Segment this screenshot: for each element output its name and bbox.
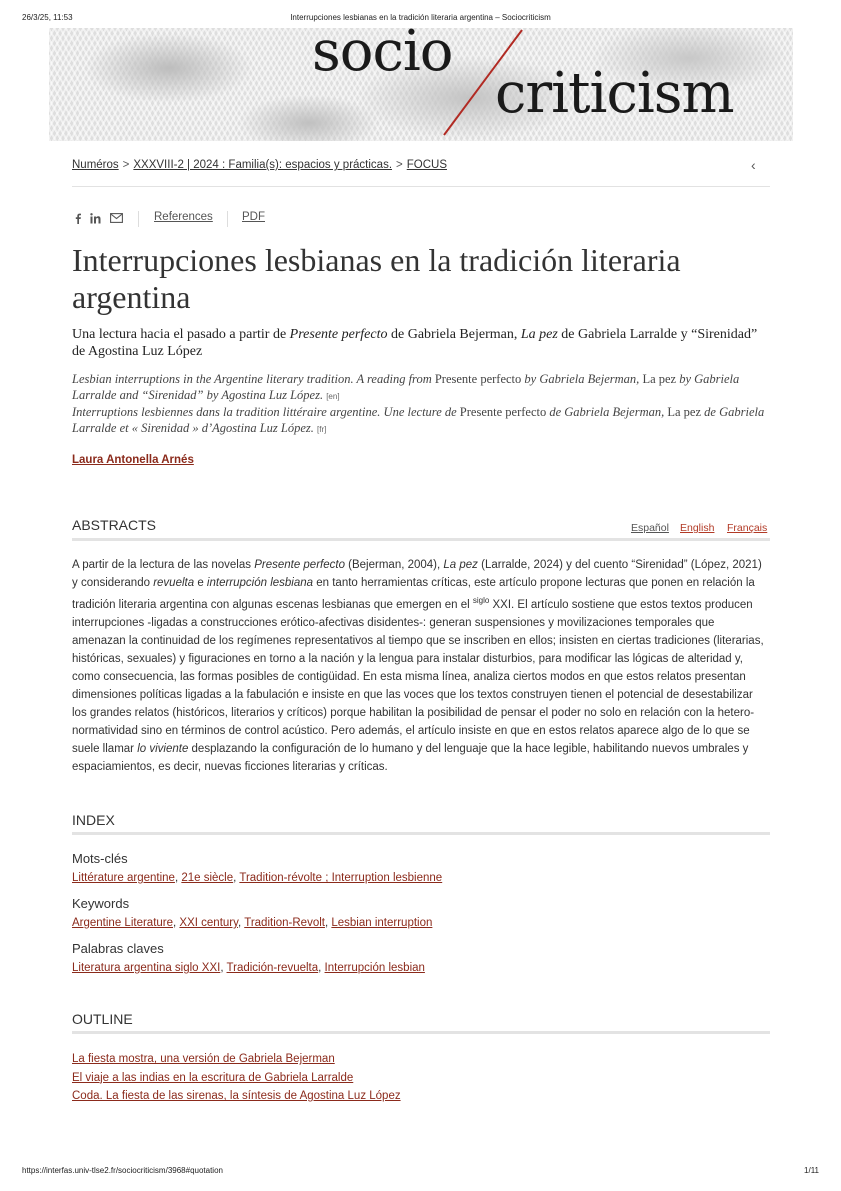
index-group-links-mots-cles [72,872,770,884]
subtitle-book-title: La pez [520,327,558,342]
tab-francais[interactable]: Français [727,522,768,534]
abstract-italic: revuelta [153,577,195,589]
subtitle-text: de Gabriela Larralde y “Sirenidad” de Agostina Luz López [72,327,758,359]
section-divider [72,1031,770,1034]
keyword-separator: , [318,962,322,974]
alt-title-book: La pez [667,405,702,419]
references-link[interactable]: References [154,211,213,223]
section-divider [72,538,770,541]
keyword-separator: , [324,917,329,929]
print-page-title: Interrupciones lesbianas en la tradición literaria argentina – Sociocriticism [290,13,551,22]
abstract-run: A partir de la lectura de las novelas [72,559,255,571]
article-subtitle [72,326,770,360]
index-group-links-palabras [72,962,770,974]
lang-tag: [fr] [317,424,327,434]
tab-english[interactable]: English [680,522,715,534]
toolbar-divider [227,211,228,227]
abstract-text [72,556,770,776]
keyword-link[interactable]: Littérature argentine [72,872,175,884]
breadcrumb-separator: > [396,159,403,171]
linkedin-icon[interactable] [90,213,102,227]
abstract-italic: interrupción lesbiana [206,577,314,589]
outline-item[interactable]: La fiesta mostra, una versión de Gabriela Bejerman [72,1053,335,1065]
print-header [0,13,841,27]
alt-title-text: Lesbian interruptions in the Argentine literary tradition. A reading from [72,372,435,386]
abstract-run: en tanto herramientas críticas, este artículo propone lecturas que ponen en relación la tradición literaria argentina con algunas escenas lesbianas que emergen en el [72,577,755,611]
site-banner[interactable] [49,28,793,141]
alt-title-fr [72,405,770,437]
abstracts-heading: ABSTRACTS [72,517,157,533]
author-link[interactable]: Laura Antonella Arnés [72,454,194,466]
keyword-separator: , [233,872,237,884]
keyword-link[interactable]: Lesbian interruption [331,917,433,929]
alt-title-book: Presente perfecto [434,372,522,386]
keyword-separator: , [220,962,224,974]
breadcrumb-item-focus[interactable]: FOCUS [406,159,447,171]
keyword-link[interactable]: Tradición-revuelta [226,962,319,974]
abstract-italic: La pez [443,559,478,571]
keyword-link[interactable]: XXI century [179,917,239,929]
breadcrumb-item-issue[interactable]: XXXVIII-2 | 2024 : Familia(s): espacios y prácticas. [133,159,393,171]
logo-socio: socio [312,28,453,84]
mail-icon[interactable] [110,213,123,226]
alt-title-text: by Gabriela Larralde and “Sirenidad” by Agostina Luz López. [72,372,740,402]
abstract-run: desplazando la configuración de lo humano y del lenguaje que la hace legible, habilitando nuevos umbrales y espaciamientos, es decir, nuevas ficciones literarias y críticas. [72,742,749,773]
abstract-italic: Presente perfecto [254,559,345,571]
alt-title-text: de Gabriela Bejerman, [546,405,668,419]
toolbar-divider [138,211,139,227]
alt-title-book: La pez [642,372,677,386]
print-datetime: 26/3/25, 11:53 [22,13,73,22]
alt-title-book: Presente perfecto [459,405,547,419]
breadcrumb [72,159,770,171]
keyword-link[interactable]: Tradition-Revolt [244,917,325,929]
alt-title-text: by Gabriela Bejerman, [521,372,643,386]
tab-espanol[interactable]: Español [631,522,669,534]
facebook-icon[interactable] [74,213,82,227]
alt-title-text: de Gabriela Larralde et « Sirenidad » d’Agostina Luz López. [72,405,765,435]
outline-heading: OUTLINE [72,1011,133,1027]
outline-item[interactable]: Coda. La fiesta de las sirenas, la síntesis de Agostina Luz López [72,1090,401,1102]
index-group-label-palabras: Palabras claves [72,941,164,956]
keyword-link[interactable]: Literatura argentina siglo XXI [72,962,221,974]
abstract-run: (Larralde, 2024) y del cuento “Sirenidad” (López, 2021) y considerando [72,559,762,589]
divider [72,186,770,187]
print-url: https://interfas.univ-tlse2.fr/sociocriticism/3968#quotation [22,1166,223,1175]
breadcrumb-item-numeros[interactable]: Numéros [72,159,119,171]
keyword-link[interactable]: Interrupción lesbian [324,962,425,974]
alt-title-en [72,372,770,404]
outline-list [72,1050,770,1106]
abstract-superscript: siglo [472,596,490,605]
keyword-separator: , [174,872,179,884]
subtitle-book-title: Presente perfecto [289,327,388,342]
keyword-separator: , [238,917,242,929]
keyword-separator: , [173,917,177,929]
index-heading: INDEX [72,812,115,828]
outline-item[interactable]: El viaje a las indias en la escritura de Gabriela Larralde [72,1071,354,1084]
article-title: Interrupciones lesbianas en la tradición literaria argentina [72,242,681,315]
index-group-label-keywords: Keywords [72,896,130,911]
abstract-run: (Bejerman, 2004), [344,559,444,571]
keyword-link[interactable]: Tradition-révolte ; Interruption lesbienne [239,872,443,884]
lang-tag: [en] [326,391,340,401]
section-divider [72,832,770,835]
subtitle-text: Una lectura hacia el pasado a partir de [72,327,290,342]
print-page-number: 1/11 [804,1166,819,1175]
alt-title-text: Interruptions lesbiennes dans la tradition littéraire argentine. Une lecture de [72,405,460,419]
abstract-italic: lo viviente [137,742,189,755]
keyword-link[interactable]: 21e siècle [181,872,234,884]
index-group-links-keywords [72,917,770,929]
index-group-label-mots-cles: Mots-clés [72,851,128,866]
pdf-link[interactable]: PDF [242,211,265,223]
keyword-link[interactable]: Argentine Literature [72,917,174,929]
abstract-run: XXI. El artículo sostiene que estos textos producen interrupciones -ligadas a construcciones erótico-afectivas disidentes-: generan suspensiones y movilizaciones temporales que amenazan la continuidad de los regímenes representativos al tiempo que se inscriben en ellos; insisten en ciertas tradiciones (literarias, históricas, sexuales) y figuraciones en torno a la nación y la lengua para instalar disturbios, para modificar las lógicas de alteridad y, como consecuencia, las formas posibles de contigüidad. En esta misma línea, analiza ciertos modos en que estos relatos presentan dimensiones políticas ligadas a la fabulación e insiste en que las voces que los textos construyen tienen el potencial de desestabilizar los grandes relatos (históricos, literarios y críticos) porque habilitan la posibilidad de pensar el poder no solo en relación con la hetero-normatividad sino en términos de control acústico. Pero además, el artículo insiste en que en estos relatos aparece algo de lo que se suele llamar [72,598,764,755]
breadcrumb-separator: > [122,159,130,171]
abstract-run: e [194,577,207,589]
logo-criticism: criticism [495,61,734,126]
chevron-left-icon[interactable]: ‹ [751,157,756,173]
subtitle-text: de Gabriela Bejerman, [387,327,521,342]
